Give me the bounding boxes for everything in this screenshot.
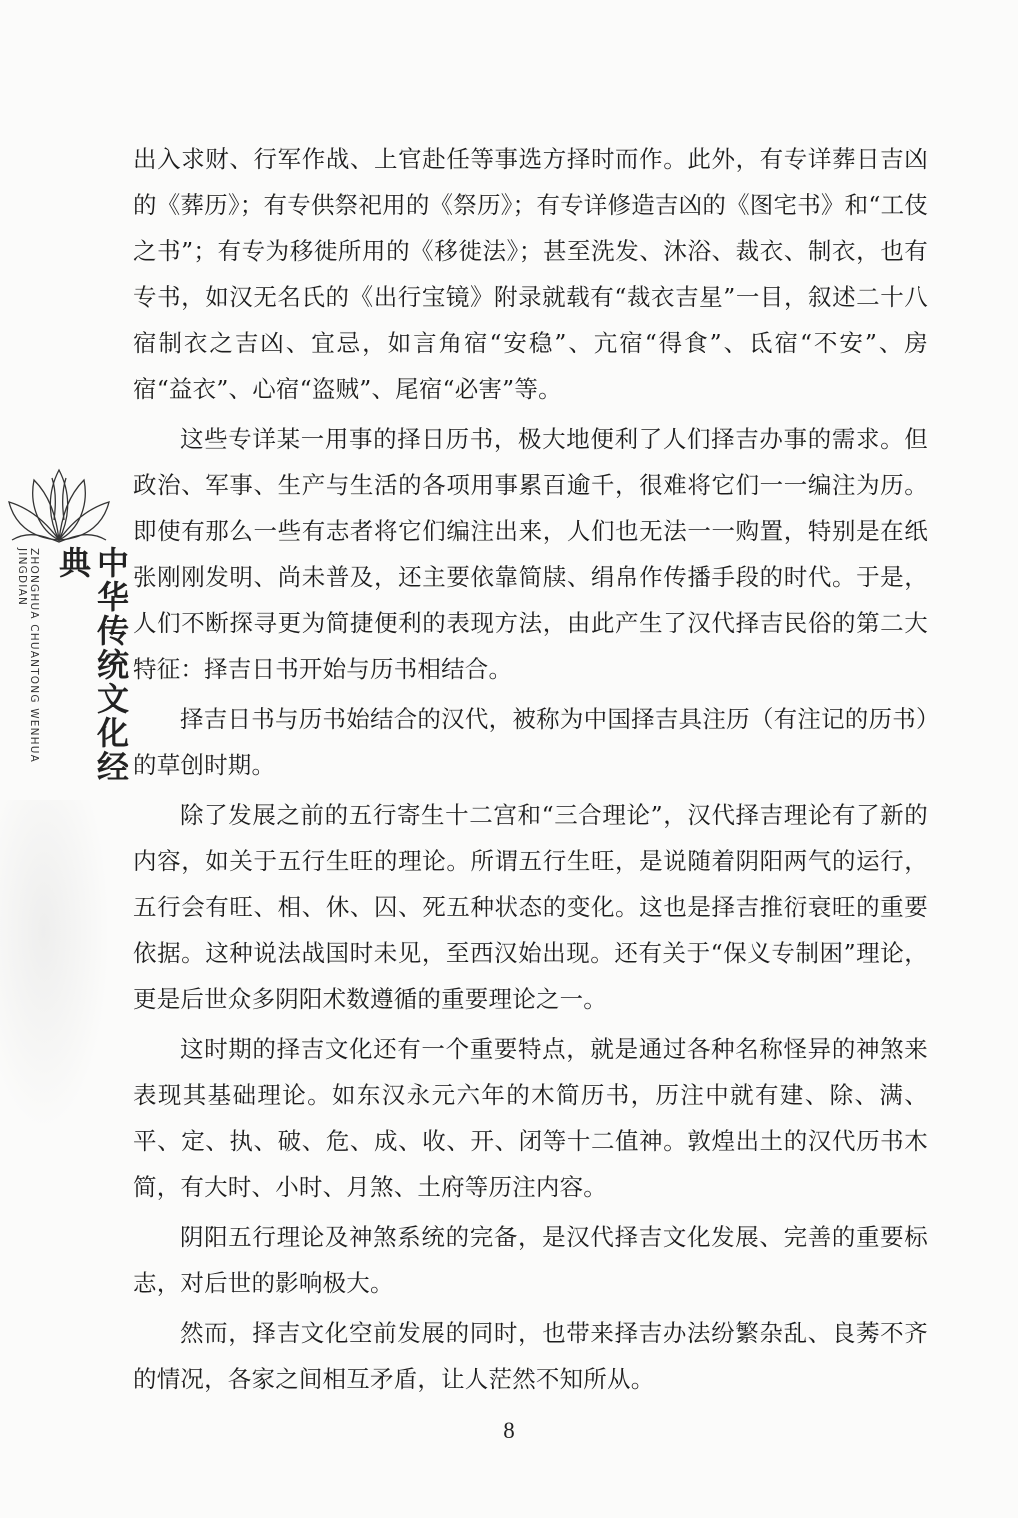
paragraph-6: 阴阳五行理论及神煞系统的完备，是汉代择吉文化发展、完善的重要标志，对后世的影响极大。 <box>133 1223 928 1297</box>
lotus-flower-icon <box>4 460 114 550</box>
paragraph-1: 出入求财、行军作战、上官赴任等事选方择时而作。此外，有专详葬日吉凶的《葬历》；有专供祭祀用的《祭历》；有专详修造吉凶的《图宅书》和“工伎之书”；有专为移徙所用的《移徙法》；甚至洗发、沐浴、裁衣、制衣，也有专书，如汉无名氏的《出行宝镜》附录就载有“裁衣吉星”一目，叙述二十八宿制衣之吉凶、宜忌，如言角宿“安稳”、亢宿“得食”、氐宿“不安”、房宿“益衣”、心宿“盗贼”、尾宿“必害”等。 <box>133 145 928 403</box>
paragraph-5: 这时期的择吉文化还有一个重要特点，就是通过各种名称怪异的神煞来表现其基础理论。如东汉永元六年的木简历书，历注中就有建、除、满、平、定、执、破、危、成、收、开、闭等十二值神。敦煌出土的汉代历书木简，有大时、小时、月煞、土府等历注内容。 <box>133 1035 928 1201</box>
series-title-pinyin: ZHONGHUA CHUANTONG WENHUA JINGDIAN <box>16 548 40 764</box>
paragraph-2: 这些专详某一用事的择日历书，极大地便利了人们择吉办事的需求。但政治、军事、生产与生活的各项用事累百逾千，很难将它们一一编注为历。即使有那么一些有志者将它们编注出来，人们也无法一一购置，特别是在纸张刚刚发明、尚未普及，还主要依靠简牍、绢帛作传播手段的时代。于是，人们不断探寻更为简捷便利的表现方法，由此产生了汉代择吉民俗的第二大特征：择吉日书开始与历书相结合。 <box>133 425 928 683</box>
side-ornament <box>0 460 130 810</box>
paragraph-3: 择吉日书与历书始结合的汉代，被称为中国择吉具注历（有注记的历书）的草创时期。 <box>133 705 928 779</box>
paragraph-4: 除了发展之前的五行寄生十二宫和“三合理论”，汉代择吉理论有了新的内容，如关于五行生旺的理论。所谓五行生旺，是说随着阴阳两气的运行，五行会有旺、相、休、囚、死五种状态的变化。这也是择吉推衍衰旺的重要依据。这种说法战国时未见，至西汉始出现。还有关于“保义专制困”理论，更是后世众多阴阳术数遵循的重要理论之一。 <box>133 801 928 1013</box>
paragraph-7: 然而，择吉文化空前发展的同时，也带来择吉办法纷繁杂乱、良莠不齐的情况，各家之间相互矛盾，让人茫然不知所从。 <box>133 1319 928 1393</box>
background-decoration <box>0 800 110 1130</box>
body-text <box>133 136 928 1406</box>
page-number: 8 <box>503 1418 515 1443</box>
series-title-calligraphy: 中华传统文化经典 <box>54 546 130 784</box>
